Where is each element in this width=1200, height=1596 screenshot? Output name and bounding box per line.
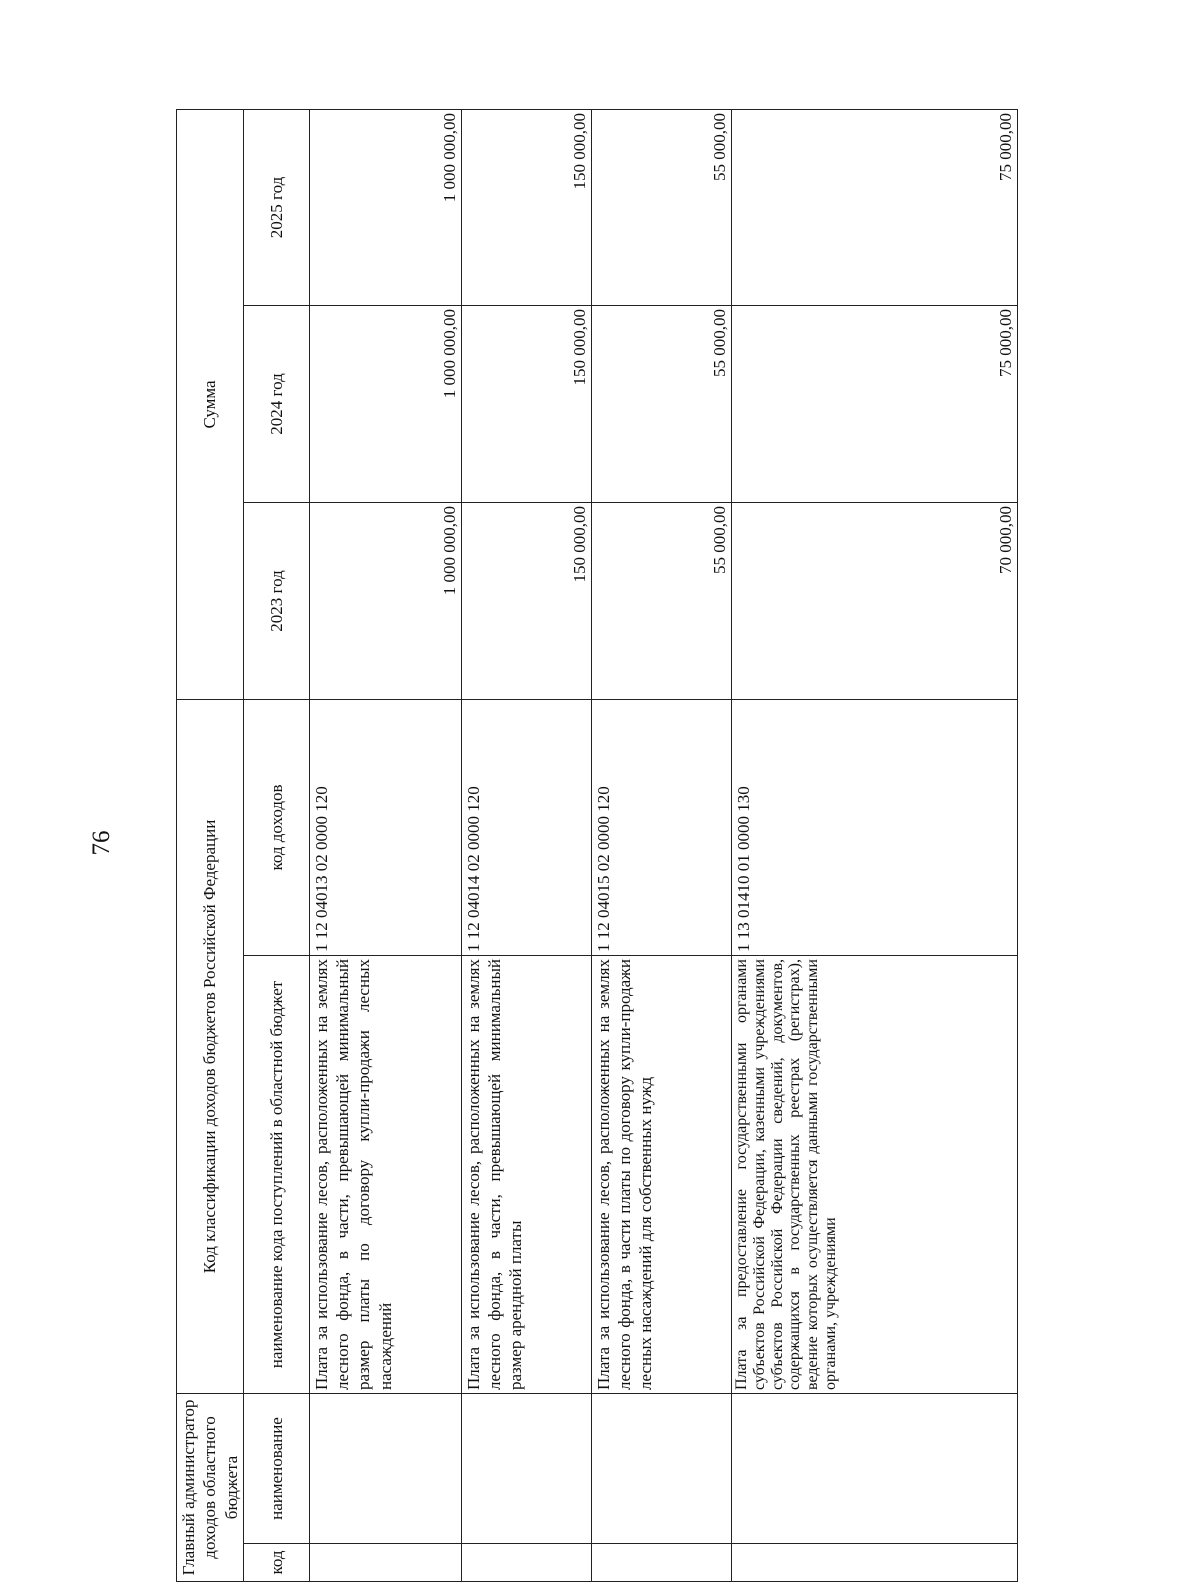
sum-2023-cell: 70 000,00 — [731, 502, 1017, 699]
admin-code-cell — [731, 1544, 1017, 1582]
admin-name-cell — [461, 1394, 591, 1544]
income-name-cell: Плата за предоставление государственными органами субъектов Российской Федерации, казенными учреждениями субъектов Российской Федерации сведений, документов, содержащихся в государственных реестрах (регистрах), ведение которых осуществляется данными государственными органами, учреждениями — [731, 956, 1017, 1394]
admin-code-header: код — [243, 1544, 309, 1582]
income-name-cell: Плата за использование лесов, расположенных на землях лесного фонда, в части платы по договору купли-продажи лесных насаждений для собственных нужд — [591, 956, 731, 1394]
sum-2024-cell: 75 000,00 — [731, 305, 1017, 502]
income-code-cell: 1 12 04015 02 0000 120 — [591, 699, 731, 955]
admin-name-cell — [731, 1394, 1017, 1544]
sum-2023-cell: 150 000,00 — [461, 502, 591, 699]
sum-2023-cell: 1 000 000,00 — [309, 502, 461, 699]
admin-code-cell — [461, 1544, 591, 1582]
table-row — [731, 109, 1017, 1581]
admin-code-cell — [591, 1544, 731, 1582]
table-row — [461, 109, 591, 1581]
income-name-header: наименование кода поступлений в областной бюджет — [243, 956, 309, 1394]
admin-group-header: Главный администратор доходов областного бюджета — [177, 1394, 244, 1582]
income-code-header: код доходов — [243, 699, 309, 955]
sum-2025-cell: 150 000,00 — [461, 109, 591, 305]
rotated-table-wrapper — [176, 110, 1018, 1582]
sum-2024-cell: 1 000 000,00 — [309, 305, 461, 502]
admin-name-cell — [309, 1394, 461, 1544]
year-2025-header: 2025 год — [243, 109, 309, 305]
header-row-2 — [243, 109, 309, 1581]
sum-group-header: Сумма — [177, 109, 244, 699]
income-name-cell: Плата за использование лесов, расположенных на землях лесного фонда, в части, превышающей минимальный размер арендной платы — [461, 956, 591, 1394]
header-row-1 — [177, 109, 244, 1581]
income-code-cell: 1 12 04013 02 0000 120 — [309, 699, 461, 955]
income-classification-table — [176, 109, 1018, 1582]
table-row — [309, 109, 461, 1581]
year-2023-header: 2023 год — [243, 502, 309, 699]
admin-name-cell — [591, 1394, 731, 1544]
income-code-cell: 1 12 04014 02 0000 120 — [461, 699, 591, 955]
page-number: 76 — [88, 830, 115, 856]
sum-2024-cell: 55 000,00 — [591, 305, 731, 502]
sum-2024-cell: 150 000,00 — [461, 305, 591, 502]
classification-group-header: Код классификации доходов бюджетов Российской Федерации — [177, 699, 244, 1393]
sum-2025-cell: 1 000 000,00 — [309, 109, 461, 305]
table-row — [591, 109, 731, 1581]
admin-code-cell — [309, 1544, 461, 1582]
income-code-cell: 1 13 01410 01 0000 130 — [731, 699, 1017, 955]
admin-name-header: наименование — [243, 1394, 309, 1544]
sum-2023-cell: 55 000,00 — [591, 502, 731, 699]
income-name-cell: Плата за использование лесов, расположенных на землях лесного фонда, в части, превышающей минимальный размер платы по договору купли-продажи лесных насаждений — [309, 956, 461, 1394]
year-2024-header: 2024 год — [243, 305, 309, 502]
sum-2025-cell: 75 000,00 — [731, 109, 1017, 305]
sum-2025-cell: 55 000,00 — [591, 109, 731, 305]
